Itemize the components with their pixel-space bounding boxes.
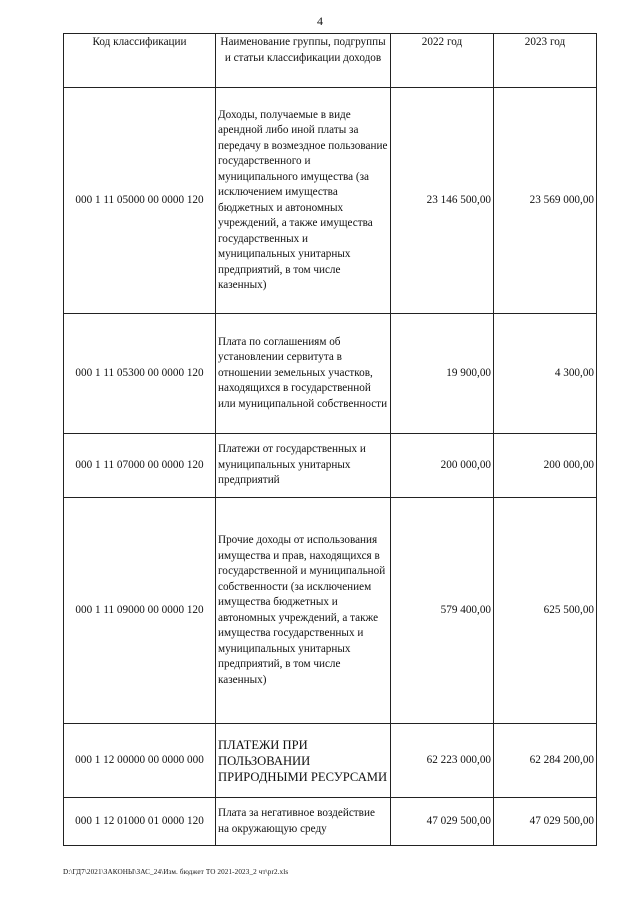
row-2023: 200 000,00 (494, 434, 597, 498)
row-2023: 4 300,00 (494, 314, 597, 434)
header-code: Код классификации (64, 34, 216, 88)
table-row (64, 798, 597, 846)
row-name: Платежи от государственных и муниципальных унитарных предприятий (216, 434, 391, 498)
row-2023: 625 500,00 (494, 498, 597, 724)
row-name: ПЛАТЕЖИ ПРИ ПОЛЬЗОВАНИИ ПРИРОДНЫМИ РЕСУРСАМИ (216, 724, 391, 798)
table-row (64, 498, 597, 724)
table-row (64, 724, 597, 798)
row-2023: 62 284 200,00 (494, 724, 597, 798)
row-code: 000 1 11 09000 00 0000 120 (64, 498, 216, 724)
footer-file-path: D:\ГД7\2021\ЗАКОНЫ\ЗАС_24\Изм. бюджет ТО 2021-2023_2 чт\pr2.xls (63, 868, 289, 876)
row-2022: 200 000,00 (391, 434, 494, 498)
row-name: Плата за негативное воздействие на окружающую среду (216, 798, 391, 846)
table-row (64, 434, 597, 498)
table-header-row (64, 34, 597, 88)
revenue-table (63, 33, 597, 846)
row-code: 000 1 12 01000 01 0000 120 (64, 798, 216, 846)
row-2023: 23 569 000,00 (494, 88, 597, 314)
table-row (64, 314, 597, 434)
header-2022: 2022 год (391, 34, 494, 88)
row-2023: 47 029 500,00 (494, 798, 597, 846)
row-2022: 62 223 000,00 (391, 724, 494, 798)
row-code: 000 1 12 00000 00 0000 000 (64, 724, 216, 798)
row-2022: 579 400,00 (391, 498, 494, 724)
page-number: 4 (317, 14, 323, 28)
row-code: 000 1 11 07000 00 0000 120 (64, 434, 216, 498)
row-code: 000 1 11 05000 00 0000 120 (64, 88, 216, 314)
row-name: Плата по соглашениям об установлении сервитута в отношении земельных участков, находящихся в государственной или муниципальной собственности (216, 314, 391, 434)
header-2023: 2023 год (494, 34, 597, 88)
table-row (64, 88, 597, 314)
row-2022: 47 029 500,00 (391, 798, 494, 846)
row-2022: 23 146 500,00 (391, 88, 494, 314)
row-name: Прочие доходы от использования имущества и прав, находящихся в государственной и муниципальной собственности (за исключением имущества бюджетных и автономных учреждений, а также имущества государственных и муниципальных унитарных предприятий, в том числе казенных) (216, 498, 391, 724)
row-code: 000 1 11 05300 00 0000 120 (64, 314, 216, 434)
row-name: Доходы, получаемые в виде арендной либо иной платы за передачу в возмездное пользование государственного и муниципального имущества (за исключением имущества бюджетных и автономных учреждений, а также имущества государственных и муниципальных унитарных предприятий, в том числе казенных) (216, 88, 391, 314)
row-2022: 19 900,00 (391, 314, 494, 434)
header-name: Наименование группы, подгруппы и статьи классификации доходов (216, 34, 391, 88)
